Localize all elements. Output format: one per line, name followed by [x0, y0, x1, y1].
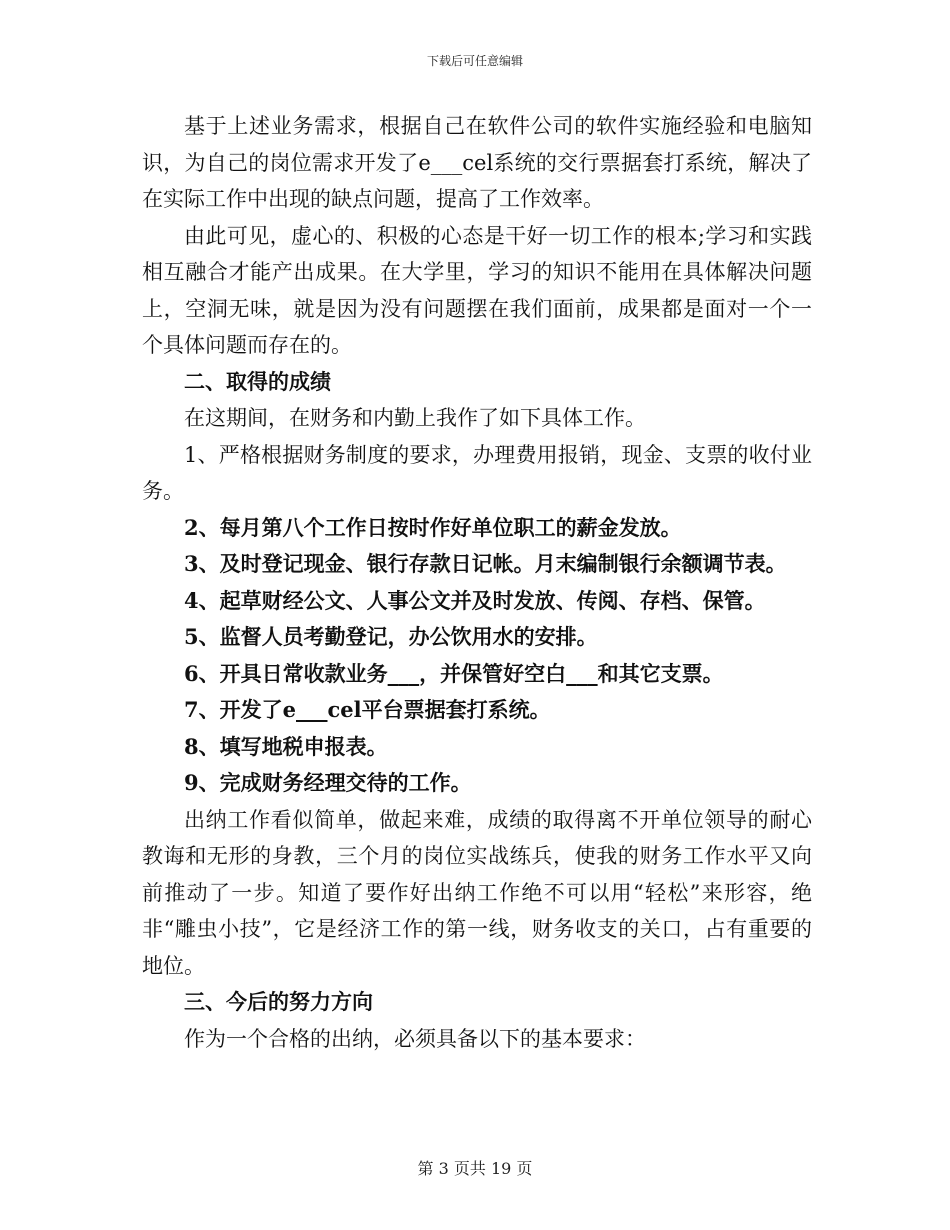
list-item-8: 8、填写地税申报表。 [184, 733, 388, 759]
list-item-5: 5、监督人员考勤登记，办公饮用水的安排。 [184, 624, 598, 649]
paragraph-3: 在这期间，在财务和内勤上我作了如下具体工作。 [184, 406, 646, 430]
list-item-2: 2、每月第八个工作日按时作好单位职工的薪金发放。 [184, 514, 682, 540]
list-item-7: 7、开发了e___cel平台票据套打系统。 [184, 697, 551, 722]
section-heading-future-direction: 三、今后的努力方向 [184, 989, 373, 1014]
list-item-4: 4、起草财经公文、人事公文并及时发放、传阅、存档、保管。 [184, 587, 766, 613]
page-footer: 第 3 页共 19 页 [417, 1159, 533, 1178]
list-item-3: 3、及时登记现金、银行存款日记帐。月末编制银行余额调节表。 [184, 551, 787, 576]
section-heading-achievements: 二、取得的成绩 [184, 368, 331, 394]
paragraph-4: 出纳工作看似简单，做起来难，成绩的取得离不开单位领导的耐心教诲和无形的身教，三个月的岗位实战练兵，使我的财务工作水平又向前推动了一步。知道了要作好出纳工作绝不可以用“轻松”来形容，绝非“雕虫小技”，它是经济工作的第一线，财务收支的关口，占有重要的地位。 [142, 807, 812, 978]
document-body [142, 108, 812, 1057]
list-item-9: 9、完成财务经理交待的工作。 [184, 770, 472, 795]
page-header: 下载后可任意编辑 [426, 54, 523, 68]
paragraph-5: 作为一个合格的出纳，必须具备以下的基本要求： [184, 1026, 646, 1051]
list-item-6: 6、开具日常收款业务___，并保管好空白___和其它支票。 [184, 660, 724, 686]
paragraph-1: 基于上述业务需求，根据自己在软件公司的软件实施经验和电脑知识，为自己的岗位需求开发了e___cel系统的交行票据套打系统，解决了在实际工作中出现的缺点问题，提高了工作效率。 [142, 114, 812, 211]
list-item-1: 1、严格根据财务制度的要求，办理费用报销，现金、支票的收付业务。 [142, 442, 812, 503]
paragraph-2: 由此可见，虚心的、积极的心态是干好一切工作的根本;学习和实践相互融合才能产出成果。在大学里，学习的知识不能用在具体解决问题上，空洞无味，就是因为没有问题摆在我们面前，成果都是面对一个一个具体问题而存在的。 [142, 223, 812, 357]
